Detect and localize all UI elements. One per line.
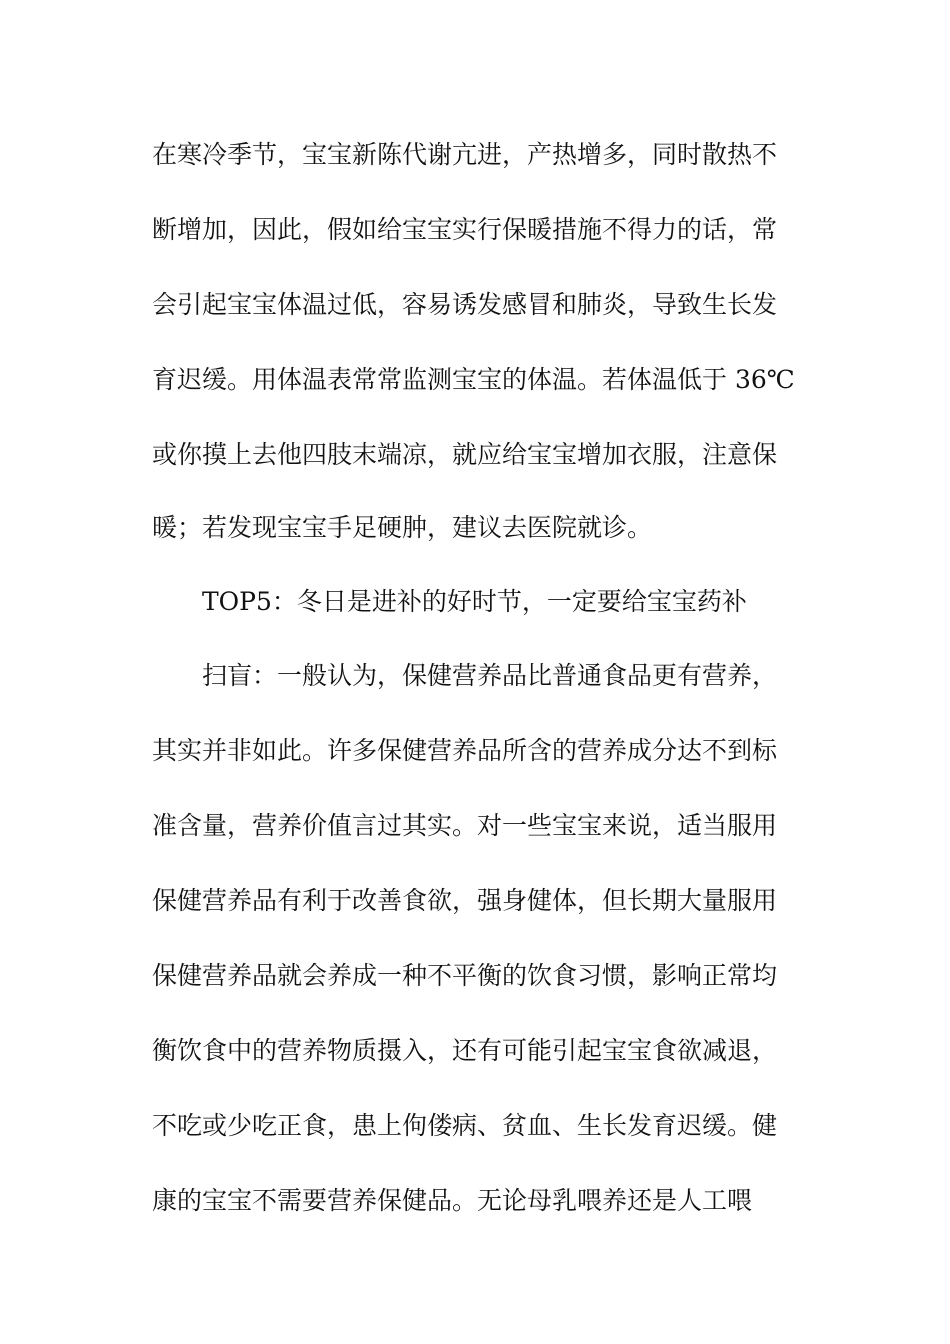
text-line: 会引起宝宝体温过低，容易诱发感冒和肺炎，导致生长发 xyxy=(152,290,778,319)
text-line: 保健营养品就会养成一种不平衡的饮食习惯，影响正常均 xyxy=(152,961,778,990)
text-line: 断增加，因此，假如给宝宝实行保暖措施不得力的话，常 xyxy=(152,215,778,244)
text-line: 保健营养品有利于改善食欲，强身健体，但长期大量服用 xyxy=(152,886,778,915)
text-line: 其实并非如此。许多保健营养品所含的营养成分达不到标 xyxy=(152,736,778,765)
text-line: 育迟缓。用体温表常常监测宝宝的体温。若体温低于 36℃ xyxy=(152,365,795,394)
text-line: 暖；若发现宝宝手足硬肿，建议去医院就诊。 xyxy=(152,513,653,542)
text-line: 或你摸上去他四肢末端凉，就应给宝宝增加衣服，注意保 xyxy=(152,440,778,469)
text-line: 不吃或少吃正食，患上佝偻病、贫血、生长发育迟缓。健 xyxy=(152,1111,778,1140)
text-line: 康的宝宝不需要营养保健品。无论母乳喂养还是人工喂 xyxy=(152,1186,753,1215)
text-line: 在寒冷季节，宝宝新陈代谢亢进，产热增多，同时散热不 xyxy=(152,140,778,169)
section-heading: TOP5：冬日是进补的好时节，一定要给宝宝药补 xyxy=(202,587,747,616)
text-line: 准含量，营养价值言过其实。对一些宝宝来说，适当服用 xyxy=(152,811,778,840)
text-line: 衡饮食中的营养物质摄入，还有可能引起宝宝食欲减退， xyxy=(152,1036,778,1065)
paragraph-start-line: 扫盲：一般认为，保健营养品比普通食品更有营养， xyxy=(202,661,778,690)
